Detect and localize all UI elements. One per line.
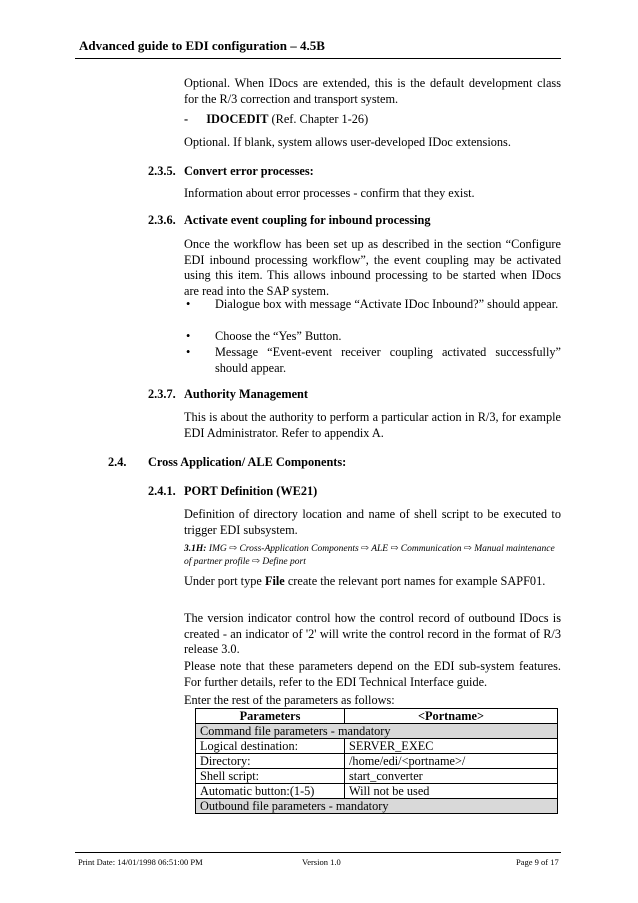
section-2-3-5-number: 2.3.5. [148, 164, 176, 178]
table-cell: Will not be used [345, 784, 558, 799]
img-menu-path [184, 543, 561, 569]
outbound-file-parameters-label: Outbound file parameters - mandatory [196, 799, 558, 814]
section-2-4-1-body: Definition of directory location and name of shell script to be executed to trigger EDI subsystem. [184, 507, 561, 537]
table-cell: SERVER_EXEC [345, 739, 558, 754]
footer-divider [75, 852, 561, 853]
section-2-3-7-title: Authority Management [184, 387, 308, 401]
table-header-cell: Parameters [196, 709, 345, 724]
footer-version: Version 1.0 [302, 857, 341, 867]
section-2-3-7-number: 2.3.7. [148, 387, 176, 401]
footer-page-number: Page 9 of 17 [516, 857, 559, 867]
optional-blank-paragraph: Optional. If blank, system allows user-developed IDoc extensions. [184, 135, 511, 149]
optional-dev-class-paragraph: Optional. When IDocs are extended, this is the default development class for the R/3 correction and transport system. [184, 76, 561, 106]
command-file-parameters-label: Command file parameters - mandatory [196, 724, 558, 739]
table-cell: /home/edi/<portname>/ [345, 754, 558, 769]
section-2-4-number: 2.4. [108, 455, 127, 469]
section-2-3-6-title: Activate event coupling for inbound processing [184, 213, 431, 227]
section-2-3-5-title: Convert error processes: [184, 164, 314, 178]
dash-marker: - [184, 112, 189, 126]
header-divider [75, 58, 561, 59]
version-indicator-paragraph: The version indicator control how the control record of outbound IDocs is created - an indicator of '2' will write the control record in the format of R/3 release 3.0. [184, 611, 561, 656]
idocedit-item [184, 112, 368, 127]
table-section-row [196, 799, 558, 814]
table-cell: Shell script: [196, 769, 345, 784]
table-header-cell: <Portname> [345, 709, 558, 724]
table-cell: start_converter [345, 769, 558, 784]
table-row [196, 784, 558, 799]
bullet-item: Choose the “Yes” Button. [215, 329, 342, 343]
table-header-row [196, 709, 558, 724]
port-type-post: create the relevant port names for example SAPF01. [284, 574, 546, 588]
section-2-4-1-title: PORT Definition (WE21) [184, 484, 318, 498]
section-2-3-6-number: 2.3.6. [148, 213, 176, 227]
table-section-row [196, 724, 558, 739]
table-cell: Directory: [196, 754, 345, 769]
table-cell: Automatic button:(1-5) [196, 784, 345, 799]
menu-path-prefix: 3.1H: [184, 544, 207, 554]
section-2-3-7-body: This is about the authority to perform a particular action in R/3, for example EDI Administrator. Refer to appendix A. [184, 410, 561, 440]
menu-path-text: IMG ⇨ Cross-Application Components ⇨ ALE ⇨ Communication ⇨ Manual maintenance of partner profile ⇨ Define port [184, 544, 555, 567]
table-row [196, 739, 558, 754]
document-header-title: Advanced guide to EDI configuration – 4.5B [79, 38, 325, 53]
idocedit-reference: (Ref. Chapter 1-26) [268, 112, 369, 126]
section-2-3-5-body: Information about error processes - confirm that they exist. [184, 186, 475, 200]
parameters-table [195, 708, 558, 814]
parameters-note-paragraph: Please note that these parameters depend on the EDI sub-system features. For further details, refer to the EDI Technical Interface guide. [184, 659, 561, 689]
table-row [196, 754, 558, 769]
section-2-4-title: Cross Application/ ALE Components: [148, 455, 347, 469]
section-2-4-1-number: 2.4.1. [148, 484, 176, 498]
section-2-3-6-body: Once the workflow has been set up as described in the section “Configure EDI inbound processing workflow”, the event coupling may be activated using this item. This allows inbound processing to be started when IDocs are read into the SAP system. [184, 237, 561, 298]
table-row [196, 769, 558, 784]
bullet-marker: • [186, 345, 191, 359]
enter-parameters-paragraph: Enter the rest of the parameters as follows: [184, 693, 395, 707]
bullet-marker: • [186, 329, 191, 343]
port-type-file: File [264, 574, 285, 588]
table-cell: Logical destination: [196, 739, 345, 754]
port-type-pre: Under port type [184, 574, 265, 588]
footer-print-date: Print Date: 14/01/1998 06:51:00 PM [78, 857, 203, 867]
bullet-item: Dialogue box with message “Activate IDoc Inbound?” should appear. [215, 297, 559, 311]
idocedit-label: IDOCEDIT [206, 112, 269, 126]
bullet-item: Message “Event-event receiver coupling activated successfully” should appear. [215, 345, 561, 375]
bullet-marker: • [186, 297, 191, 311]
port-type-paragraph [184, 574, 561, 590]
